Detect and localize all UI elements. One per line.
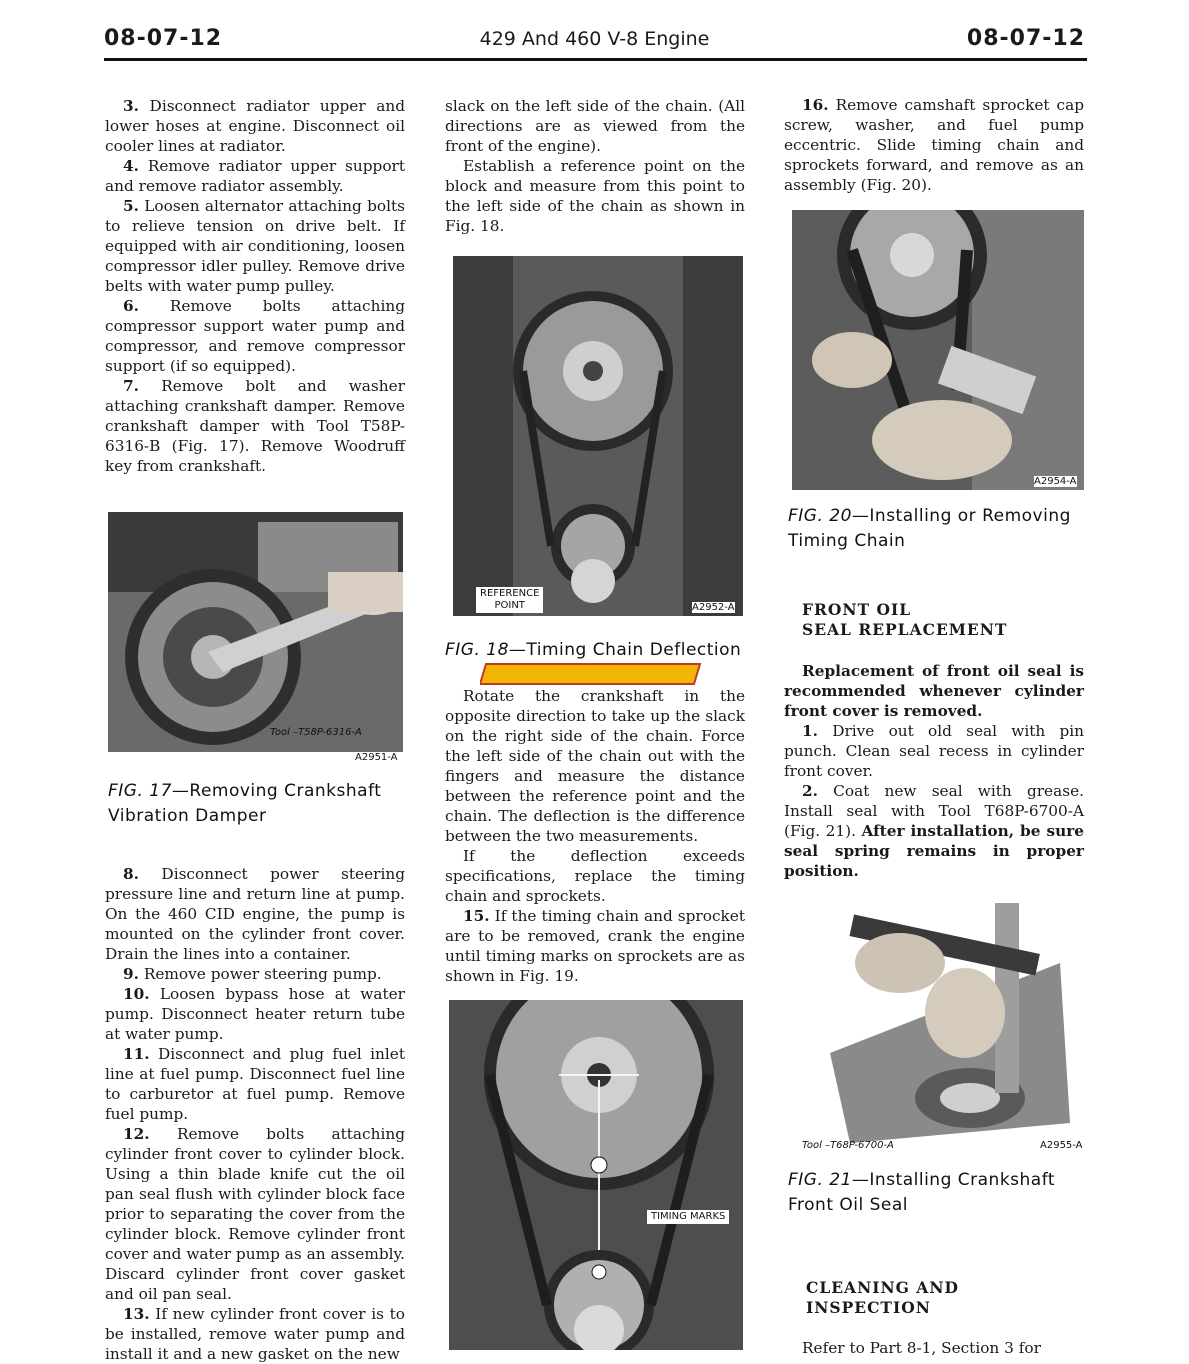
step-16: 16. Remove camshaft sprocket cap screw, washer, and fuel pump eccentric. Slide timing chain and sprockets forward, and remove as an assembly (Fig. 20). [784,96,1084,194]
figure-21-photo [790,903,1086,1155]
figure-18-reference-label: REFERENCE POINT [476,587,543,613]
header-rule [104,58,1087,61]
step-9: 9. Remove power steering pump. [123,965,382,983]
page-number-left: 08-07-12 [104,26,223,51]
column-2-top-text [445,96,745,236]
step-3: 3. Disconnect radiator upper and lower hoses at engine. Disconnect oil cooler lines at radiator. [105,97,405,155]
figure-17-tool-label: Tool –T58P-6316-A [270,727,362,738]
figure-21-code: A2955-A [1040,1140,1083,1151]
figure-19-photo [449,1000,743,1350]
figure-18-caption: FIG. 18—Timing Chain Deflection [445,640,742,660]
figure-19-timing-marks-label: TIMING MARKS [647,1210,729,1224]
paragraph-slack: slack on the left side of the chain. (All directions are as viewed from the front of the engine). [445,97,745,155]
paragraph-rotate: Rotate the crankshaft in the opposite direction to take up the slack on the right side of the chain. Force the left side of the chain out with the fingers and measure the distance between the reference point and the chain. The deflection is the difference between the two measurements. [445,687,745,845]
column-3-top-text [784,95,1084,195]
step-8: 8. Disconnect power steering pressure line and return line at pump. On the 460 CID engine, the pump is mounted on the cylinder front cover. Drain the lines into a container. [105,865,405,963]
figure-18-photo [453,256,743,616]
figure-17-code: A2951-A [355,752,398,763]
step-11: 11. Disconnect and plug fuel inlet line at fuel pump. Disconnect fuel line to carburetor at fuel pump. Remove fuel pump. [105,1045,405,1123]
figure-20-caption: FIG. 20—Installing or Removing Timing Chain [788,506,1071,551]
step-15: 15. If the timing chain and sprocket are to be removed, crank the engine until timing marks on sprockets are as shown in Fig. 19. [445,907,745,985]
column-1-bottom-text [105,864,405,1364]
watermark-logo [480,662,706,686]
figure-20-photo [792,210,1084,490]
paragraph-replacement-intro: Replacement of front oil seal is recommended whenever cylinder front cover is removed. [784,662,1084,720]
figure-17-caption: FIG. 17—Removing Crankshaft Vibration Damper [108,781,382,826]
page-title: 429 And 460 V-8 Engine [479,28,710,50]
seal-step-2: 2. Coat new seal with grease. Install seal with Tool T68P-6700-A (Fig. 21). After installation, be sure seal spring remains in proper position. [784,782,1084,880]
step-5: 5. Loosen alternator attaching bolts to relieve tension on drive belt. If equipped with air conditioning, loosen compressor idler pulley. Remove drive belts with water pump pulley. [105,197,405,295]
paragraph-refer: Refer to Part 8-1, Section 3 for [802,1339,1041,1357]
step-4: 4. Remove radiator upper support and remove radiator assembly. [105,157,405,195]
column-2-middle-text [445,686,745,986]
step-10: 10. Loosen bypass hose at water pump. Disconnect heater return tube at water pump. [105,985,405,1043]
section-heading-cleaning: CLEANING AND INSPECTION [806,1278,959,1317]
column-3-middle-text [784,661,1084,881]
step-7: 7. Remove bolt and washer attaching crankshaft damper. Remove crankshaft damper with Tool T58P-6316-B (Fig. 17). Remove Woodruff key from crankshaft. [105,377,405,475]
figure-21-caption: FIG. 21—Installing Crankshaft Front Oil Seal [788,1170,1056,1215]
step-12: 12. Remove bolts attaching cylinder front cover to cylinder block. Using a thin blade knife cut the oil pan seal flush with cylinder block face prior to separating the cover from the cylinder block. Remove cylinder front cover and water pump as an assembly. Discard cylinder front cover gasket and oil pan seal. [105,1125,405,1303]
page-number-right: 08-07-12 [966,26,1085,51]
figure-18-code: A2952-A [692,602,735,613]
figure-21-tool-label: Tool –T68P-6700-A [802,1140,894,1151]
watermark-logo-graphic [480,662,706,686]
step-6: 6. Remove bolts attaching compressor support water pump and compressor, and remove compressor support (if so equipped). [105,297,405,375]
paragraph-deflection: If the deflection exceeds specifications, replace the timing chain and sprockets. [445,847,745,905]
column-1-top-text [105,96,405,476]
figure-20-code: A2954-A [1034,476,1077,487]
column-3-bottom-text [784,1338,1084,1358]
seal-step-1: 1. Drive out old seal with pin punch. Clean seal recess in cylinder front cover. [784,722,1084,780]
section-heading-front-oil-seal: FRONT OIL SEAL REPLACEMENT [802,600,1008,639]
step-13: 13. If new cylinder front cover is to be installed, remove water pump and install it and a new gasket on the new [105,1305,405,1363]
paragraph-reference: Establish a reference point on the block and measure from this point to the left side of the chain as shown in Fig. 18. [445,157,745,235]
